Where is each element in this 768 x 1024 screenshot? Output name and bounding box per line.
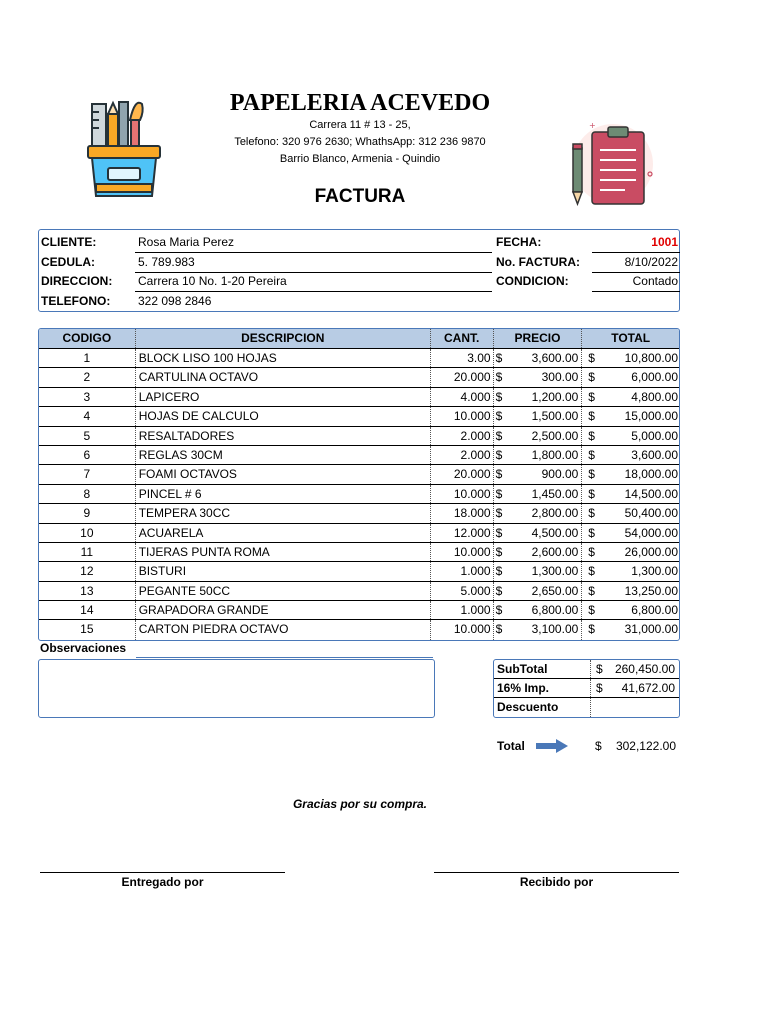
discount-label: Descuento [497, 700, 559, 714]
item-quantity: 10.000 [431, 620, 494, 639]
fecha-label: FECHA: [496, 235, 542, 249]
divider [590, 698, 591, 717]
observations-label: Observaciones [40, 641, 127, 655]
item-description: CARTON PIEDRA OCTAVO [136, 620, 431, 639]
item-total-cell [582, 465, 679, 483]
table-row [39, 601, 679, 620]
item-description: GRAPADORA GRANDE [136, 601, 431, 619]
item-code: 11 [39, 543, 136, 561]
item-description: RESALTADORES [136, 427, 431, 445]
currency-symbol: $ [588, 603, 595, 618]
telefono-label: TELEFONO: [41, 294, 111, 308]
item-price: 300.00 [541, 370, 579, 385]
item-total-cell [582, 368, 679, 386]
item-code: 8 [39, 485, 136, 503]
factura-label: No. FACTURA: [496, 255, 580, 269]
currency-symbol: $ [495, 603, 503, 618]
item-total: 13,250.00 [624, 583, 678, 598]
item-quantity: 1.000 [431, 601, 494, 619]
col-precio: PRECIO [494, 329, 583, 348]
table-row [39, 446, 679, 465]
thanks-message: Gracias por su compra. [292, 797, 428, 811]
table-row [39, 368, 679, 387]
item-price-cell [494, 524, 583, 542]
item-description: REGLAS 30CM [136, 446, 431, 464]
item-description: ACUARELA [136, 524, 431, 542]
item-price: 2,650.00 [531, 583, 579, 598]
item-quantity: 12.000 [431, 524, 494, 542]
received-by-label: Recibido por [519, 875, 594, 889]
currency-symbol: $ [588, 506, 595, 521]
observations-box[interactable] [38, 659, 435, 718]
item-quantity: 10.000 [431, 485, 494, 503]
item-quantity: 3.00 [431, 349, 494, 367]
currency-symbol: $ [588, 351, 595, 365]
factura-value: 8/10/2022 [624, 255, 678, 269]
item-price: 2,600.00 [531, 544, 579, 559]
table-header [39, 329, 679, 349]
item-total-cell [582, 504, 679, 522]
item-code: 5 [39, 427, 136, 445]
col-total: TOTAL [611, 331, 651, 345]
item-total: 4,800.00 [631, 389, 678, 404]
subtotal-label: SubTotal [497, 662, 548, 676]
tax-label: 16% Imp. [497, 681, 550, 695]
item-price: 1,800.00 [531, 447, 579, 462]
item-total: 5,000.00 [631, 428, 678, 443]
currency-symbol: $ [588, 467, 595, 482]
item-total-cell [582, 601, 679, 619]
currency-symbol: $ [588, 428, 595, 443]
condicion-label: CONDICION: [496, 274, 569, 288]
item-total: 31,000.00 [624, 622, 678, 637]
item-total-cell [582, 562, 679, 580]
item-price: 1,450.00 [531, 486, 579, 501]
item-price-cell [494, 388, 583, 406]
item-total: 6,000.00 [631, 370, 678, 385]
item-code: 15 [39, 620, 136, 639]
currency-symbol: $ [495, 447, 503, 462]
item-total-cell [582, 620, 679, 639]
item-quantity: 2.000 [431, 427, 494, 445]
currency-symbol: $ [495, 370, 503, 385]
item-description: BLOCK LISO 100 HOJAS [136, 349, 431, 367]
item-description: PINCEL # 6 [136, 485, 431, 503]
item-price-cell [494, 601, 583, 619]
telefono-row [39, 291, 679, 311]
item-total-cell [582, 388, 679, 406]
currency-symbol: $ [588, 544, 595, 559]
item-total-cell [582, 349, 679, 367]
currency-symbol: $ [495, 525, 503, 540]
table-row [39, 504, 679, 523]
currency-symbol: $ [495, 351, 503, 365]
item-code: 6 [39, 446, 136, 464]
item-total-cell [582, 485, 679, 503]
shop-address: Carrera 11 # 13 - 25, [309, 119, 411, 131]
item-quantity: 1.000 [431, 562, 494, 580]
items-table [38, 328, 680, 641]
totals-box [493, 659, 680, 718]
divider [590, 660, 591, 678]
cliente-value: Rosa Maria Perez [138, 235, 235, 249]
currency-symbol: $ [588, 370, 595, 385]
direccion-row [39, 271, 679, 291]
table-body [39, 349, 679, 640]
fecha-value: 1001 [651, 235, 678, 249]
item-description: TEMPERA 30CC [136, 504, 431, 522]
item-price-cell [494, 465, 583, 483]
currency-symbol: $ [596, 681, 603, 695]
client-info-box [38, 229, 680, 312]
currency-symbol: $ [495, 409, 503, 424]
subtotal-row [494, 660, 679, 679]
divider [590, 679, 591, 697]
col-codigo: CODIGO [39, 329, 136, 348]
item-total: 6,800.00 [631, 603, 678, 618]
table-row [39, 388, 679, 407]
item-price-cell [494, 446, 583, 464]
table-row [39, 465, 679, 484]
shop-name: PAPELERIA ACEVEDO [229, 90, 491, 116]
currency-symbol: $ [588, 564, 595, 579]
discount-row [494, 698, 679, 717]
item-total: 18,000.00 [624, 467, 678, 482]
cedula-label: CEDULA: [41, 255, 95, 269]
item-code: 13 [39, 582, 136, 600]
currency-symbol: $ [495, 506, 503, 521]
document-title: FACTURA [314, 186, 406, 207]
item-price-cell [494, 543, 583, 561]
item-price: 2,500.00 [531, 428, 579, 443]
telefono-value: 322 098 2846 [138, 294, 212, 308]
item-code: 9 [39, 504, 136, 522]
shop-location: Barrio Blanco, Armenia - Quindio [279, 153, 441, 165]
currency-symbol: $ [588, 583, 595, 598]
currency-symbol: $ [495, 486, 503, 501]
total-value: 302,122.00 [615, 739, 676, 753]
divider [136, 657, 433, 658]
tax-row [494, 679, 679, 698]
item-description: BISTURI [136, 562, 431, 580]
item-price-cell [494, 582, 583, 600]
item-total: 54,000.00 [624, 525, 678, 540]
table-row [39, 427, 679, 446]
item-code: 12 [39, 562, 136, 580]
item-price: 2,800.00 [531, 506, 579, 521]
item-price: 1,200.00 [531, 389, 579, 404]
item-description: HOJAS DE CALCULO [136, 407, 431, 425]
item-total-cell [582, 446, 679, 464]
currency-symbol: $ [595, 739, 602, 753]
item-quantity: 20.000 [431, 368, 494, 386]
direccion-value: Carrera 10 No. 1-20 Pereira [138, 274, 287, 288]
table-row [39, 582, 679, 601]
item-code: 3 [39, 388, 136, 406]
direccion-label: DIRECCION: [41, 274, 113, 288]
item-total: 15,000.00 [624, 409, 678, 424]
currency-symbol: $ [588, 525, 595, 540]
item-quantity: 4.000 [431, 388, 494, 406]
item-price: 1,300.00 [531, 564, 579, 579]
item-price-cell [494, 562, 583, 580]
currency-symbol: $ [596, 662, 603, 676]
item-total-cell [582, 582, 679, 600]
item-quantity: 5.000 [431, 582, 494, 600]
currency-symbol: $ [495, 583, 503, 598]
signature-line-delivered [40, 872, 285, 873]
arrow-right-icon [536, 739, 568, 753]
item-quantity: 20.000 [431, 465, 494, 483]
table-row [39, 407, 679, 426]
currency-symbol: $ [588, 447, 595, 462]
clipboard-icon [565, 118, 660, 210]
currency-symbol: $ [588, 389, 595, 404]
item-price-cell [494, 620, 583, 639]
signature-line-received [434, 872, 679, 873]
item-price-cell [494, 427, 583, 445]
cedula-value: 5. 789.983 [138, 255, 195, 269]
condicion-value: Contado [632, 274, 678, 288]
item-price: 900.00 [541, 467, 579, 482]
subtotal-value: 260,450.00 [614, 662, 675, 676]
tax-value: 41,672.00 [621, 681, 675, 695]
item-price: 3,600.00 [531, 351, 579, 365]
item-total: 1,300.00 [631, 564, 678, 579]
item-description: TIJERAS PUNTA ROMA [136, 543, 431, 561]
item-quantity: 10.000 [431, 543, 494, 561]
table-row [39, 524, 679, 543]
item-code: 10 [39, 524, 136, 542]
item-quantity: 10.000 [431, 407, 494, 425]
svg-text:+: + [589, 121, 596, 130]
item-code: 2 [39, 368, 136, 386]
item-code: 14 [39, 601, 136, 619]
item-price: 4,500.00 [531, 525, 579, 540]
item-total-cell [582, 427, 679, 445]
item-quantity: 18.000 [431, 504, 494, 522]
item-price-cell [494, 407, 583, 425]
item-total: 14,500.00 [624, 486, 678, 501]
item-code: 1 [39, 349, 136, 367]
item-total-cell [582, 543, 679, 561]
col-cant: CANT. [431, 329, 494, 348]
item-total-cell [582, 524, 679, 542]
currency-symbol: $ [495, 544, 503, 559]
currency-symbol: $ [588, 486, 595, 501]
item-quantity: 2.000 [431, 446, 494, 464]
currency-symbol: $ [495, 564, 503, 579]
item-price-cell [494, 349, 583, 367]
table-row [39, 562, 679, 581]
cliente-row [39, 232, 679, 252]
item-price: 6,800.00 [531, 603, 579, 618]
cliente-label: CLIENTE: [41, 235, 97, 249]
cedula-row [39, 252, 679, 272]
currency-symbol: $ [495, 389, 503, 404]
item-code: 7 [39, 465, 136, 483]
delivered-by-label: Entregado por [121, 875, 204, 889]
item-total: 50,400.00 [624, 506, 678, 521]
item-description: PEGANTE 50CC [136, 582, 431, 600]
item-price: 1,500.00 [531, 409, 579, 424]
table-row [39, 543, 679, 562]
item-total: 3,600.00 [631, 447, 678, 462]
item-total-cell [582, 407, 679, 425]
item-total: 10,800.00 [624, 351, 678, 365]
item-description: LAPICERO [136, 388, 431, 406]
shop-phones: Telefono: 320 976 2630; WhathsApp: 312 236 9870 [234, 136, 486, 148]
item-price: 3,100.00 [531, 622, 579, 637]
item-price-cell [494, 368, 583, 386]
col-descripcion: DESCRIPCION [136, 329, 431, 348]
item-price-cell [494, 504, 583, 522]
item-description: FOAMI OCTAVOS [136, 465, 431, 483]
item-code: 4 [39, 407, 136, 425]
currency-symbol: $ [495, 428, 503, 443]
currency-symbol: $ [588, 409, 595, 424]
table-row [39, 485, 679, 504]
total-label: Total [497, 739, 525, 753]
stationery-cup-logo [86, 98, 166, 200]
item-price-cell [494, 485, 583, 503]
table-row [39, 349, 679, 368]
item-total: 26,000.00 [624, 544, 678, 559]
currency-symbol: $ [495, 467, 503, 482]
item-description: CARTULINA OCTAVO [136, 368, 431, 386]
currency-symbol: $ [588, 622, 595, 637]
currency-symbol: $ [495, 622, 503, 637]
table-row [39, 620, 679, 639]
